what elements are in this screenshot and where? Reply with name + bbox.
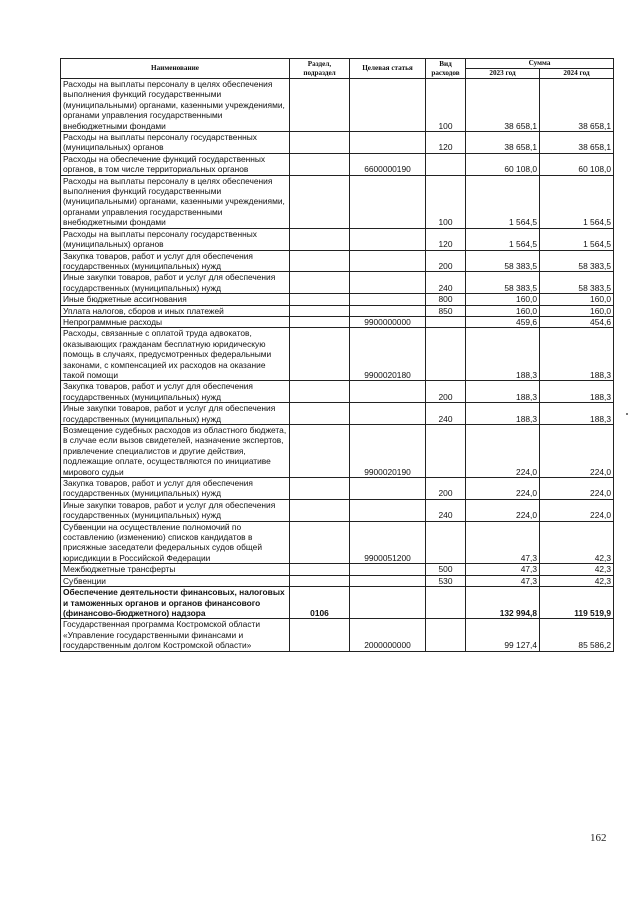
row-sum-2023: 188,3	[466, 381, 540, 403]
row-name: Расходы, связанные с оплатой труда адвокатов, оказывающих гражданам бесплатную юридическую помощь в случаях, предусмотренных федеральными законами, с компенсацией их расходов на оказание такой помощи	[61, 328, 290, 381]
row-section	[290, 305, 350, 316]
row-target: 2000000000	[350, 619, 426, 651]
row-type: 240	[426, 272, 466, 294]
row-sum-2023: 188,3	[466, 328, 540, 381]
table-row	[61, 425, 614, 478]
row-type: 120	[426, 132, 466, 154]
row-target	[350, 294, 426, 305]
row-type: 530	[426, 575, 466, 586]
table-body	[61, 79, 614, 652]
table-row	[61, 619, 614, 651]
row-section	[290, 381, 350, 403]
row-sum-2023: 1 564,5	[466, 175, 540, 228]
row-sum-2023: 38 658,1	[466, 79, 540, 132]
row-sum-2023: 47,3	[466, 564, 540, 575]
table-row	[61, 228, 614, 250]
table-row	[61, 564, 614, 575]
row-type: 500	[426, 564, 466, 575]
table-row	[61, 587, 614, 619]
row-type: 240	[426, 403, 466, 425]
row-type	[426, 587, 466, 619]
row-name: Обеспечение деятельности финансовых, налоговых и таможенных органов и органов финансового (финансово-бюджетного) надзора	[61, 587, 290, 619]
row-name: Иные закупки товаров, работ и услуг для обеспечения государственных (муниципальных) нужд	[61, 499, 290, 521]
row-sum-2024: 42,3	[540, 521, 614, 564]
row-target	[350, 403, 426, 425]
table-row	[61, 272, 614, 294]
row-target	[350, 132, 426, 154]
page-number: 162	[590, 832, 607, 844]
row-target: 9900020180	[350, 328, 426, 381]
row-name: Расходы на обеспечение функций государственных органов, в том числе территориальных органов	[61, 153, 290, 175]
table-header	[61, 59, 614, 79]
row-name: Уплата налогов, сборов и иных платежей	[61, 305, 290, 316]
row-type: 120	[426, 228, 466, 250]
row-sum-2024: 224,0	[540, 478, 614, 500]
col-header-type: Вид расходов	[426, 59, 466, 79]
row-sum-2024: 38 658,1	[540, 79, 614, 132]
table-row	[61, 175, 614, 228]
row-name: Закупка товаров, работ и услуг для обеспечения государственных (муниципальных) нужд	[61, 381, 290, 403]
row-sum-2024: 454,6	[540, 316, 614, 327]
row-sum-2023: 47,3	[466, 521, 540, 564]
row-name: Иные закупки товаров, работ и услуг для обеспечения государственных (муниципальных) нужд	[61, 272, 290, 294]
row-section	[290, 79, 350, 132]
row-target	[350, 228, 426, 250]
col-header-section: Раздел, подраздел	[290, 59, 350, 79]
row-type	[426, 316, 466, 327]
budget-table	[60, 58, 614, 652]
row-name: Межбюджетные трансферты	[61, 564, 290, 575]
row-name: Государственная программа Костромской области «Управление государственными финансами и государственным долгом Костромской области»	[61, 619, 290, 651]
row-name: Субвенции на осуществление полномочий по составлению (изменению) списков кандидатов в присяжные заседатели федеральных судов общей юрисдикции в Российской Федерации	[61, 521, 290, 564]
row-name: Иные бюджетные ассигнования	[61, 294, 290, 305]
row-target	[350, 272, 426, 294]
table-row	[61, 478, 614, 500]
row-section	[290, 132, 350, 154]
col-header-2024: 2024 год	[540, 69, 614, 79]
table-row	[61, 499, 614, 521]
row-type	[426, 521, 466, 564]
row-sum-2024: 119 519,9	[540, 587, 614, 619]
row-sum-2024: 224,0	[540, 499, 614, 521]
row-type: 200	[426, 381, 466, 403]
row-sum-2024: 85 586,2	[540, 619, 614, 651]
table-row	[61, 403, 614, 425]
row-target	[350, 79, 426, 132]
row-sum-2024: 60 108,0	[540, 153, 614, 175]
row-sum-2024: 160,0	[540, 294, 614, 305]
row-sum-2023: 459,6	[466, 316, 540, 327]
row-target: 6600000190	[350, 153, 426, 175]
row-target	[350, 305, 426, 316]
row-section: 0106	[290, 587, 350, 619]
row-section	[290, 619, 350, 651]
row-target	[350, 587, 426, 619]
row-target	[350, 175, 426, 228]
row-sum-2023: 1 564,5	[466, 228, 540, 250]
row-sum-2024: 1 564,5	[540, 228, 614, 250]
row-target	[350, 478, 426, 500]
scan-speck	[626, 413, 628, 415]
row-section	[290, 294, 350, 305]
col-header-name: Наименование	[61, 59, 290, 79]
row-section	[290, 425, 350, 478]
table-row	[61, 521, 614, 564]
table-row	[61, 575, 614, 586]
row-sum-2023: 58 383,5	[466, 272, 540, 294]
table-row	[61, 305, 614, 316]
row-sum-2023: 58 383,5	[466, 250, 540, 272]
row-section	[290, 316, 350, 327]
row-section	[290, 478, 350, 500]
table-row	[61, 132, 614, 154]
row-target: 9900051200	[350, 521, 426, 564]
row-sum-2023: 224,0	[466, 425, 540, 478]
row-section	[290, 250, 350, 272]
table-row	[61, 153, 614, 175]
row-type: 850	[426, 305, 466, 316]
row-sum-2023: 47,3	[466, 575, 540, 586]
row-sum-2023: 160,0	[466, 305, 540, 316]
row-section	[290, 499, 350, 521]
row-target	[350, 381, 426, 403]
row-name: Закупка товаров, работ и услуг для обеспечения государственных (муниципальных) нужд	[61, 250, 290, 272]
row-type	[426, 425, 466, 478]
row-type: 100	[426, 79, 466, 132]
row-target: 9900000000	[350, 316, 426, 327]
col-header-sum: Сумма	[466, 59, 614, 69]
row-type	[426, 619, 466, 651]
row-target	[350, 575, 426, 586]
row-name: Закупка товаров, работ и услуг для обеспечения государственных (муниципальных) нужд	[61, 478, 290, 500]
row-section	[290, 153, 350, 175]
row-name: Возмещение судебных расходов из областного бюджета, в случае если вызов свидетелей, назначение экспертов, привлечение специалистов и другие действия, подлежащие оплате, осуществляются по инициативе мирового судьи	[61, 425, 290, 478]
row-sum-2024: 224,0	[540, 425, 614, 478]
row-section	[290, 403, 350, 425]
row-type: 200	[426, 478, 466, 500]
row-name: Расходы на выплаты персоналу в целях обеспечения выполнения функций государственными (муниципальными) органами, казенными учреждениями, органами управления государственными внебюджетными фондами	[61, 79, 290, 132]
row-type	[426, 328, 466, 381]
col-header-target: Целевая статья	[350, 59, 426, 79]
row-sum-2024: 38 658,1	[540, 132, 614, 154]
row-name: Расходы на выплаты персоналу в целях обеспечения выполнения функций государственными (муниципальными) органами, казенными учреждениями, органами управления государственными внебюджетными фондами	[61, 175, 290, 228]
row-type: 800	[426, 294, 466, 305]
table-row	[61, 79, 614, 132]
row-section	[290, 564, 350, 575]
row-name: Непрограммные расходы	[61, 316, 290, 327]
table-row	[61, 250, 614, 272]
row-sum-2023: 160,0	[466, 294, 540, 305]
row-name: Иные закупки товаров, работ и услуг для обеспечения государственных (муниципальных) нужд	[61, 403, 290, 425]
col-header-2023: 2023 год	[466, 69, 540, 79]
row-sum-2023: 224,0	[466, 499, 540, 521]
row-type: 200	[426, 250, 466, 272]
row-section	[290, 575, 350, 586]
row-sum-2023: 132 994,8	[466, 587, 540, 619]
table-row	[61, 316, 614, 327]
row-sum-2023: 99 127,4	[466, 619, 540, 651]
row-target: 9900020190	[350, 425, 426, 478]
row-sum-2024: 42,3	[540, 564, 614, 575]
row-target	[350, 250, 426, 272]
row-name: Субвенции	[61, 575, 290, 586]
row-sum-2023: 38 658,1	[466, 132, 540, 154]
row-sum-2024: 188,3	[540, 328, 614, 381]
row-section	[290, 228, 350, 250]
row-sum-2023: 60 108,0	[466, 153, 540, 175]
row-sum-2024: 42,3	[540, 575, 614, 586]
row-sum-2023: 224,0	[466, 478, 540, 500]
row-sum-2024: 160,0	[540, 305, 614, 316]
row-sum-2024: 58 383,5	[540, 272, 614, 294]
table-row	[61, 328, 614, 381]
row-sum-2024: 1 564,5	[540, 175, 614, 228]
row-sum-2023: 188,3	[466, 403, 540, 425]
table-row	[61, 294, 614, 305]
row-target	[350, 564, 426, 575]
row-sum-2024: 188,3	[540, 403, 614, 425]
row-name: Расходы на выплаты персоналу государственных (муниципальных) органов	[61, 132, 290, 154]
row-section	[290, 328, 350, 381]
row-type: 240	[426, 499, 466, 521]
row-section	[290, 272, 350, 294]
row-target	[350, 499, 426, 521]
row-sum-2024: 58 383,5	[540, 250, 614, 272]
row-name: Расходы на выплаты персоналу государственных (муниципальных) органов	[61, 228, 290, 250]
row-section	[290, 521, 350, 564]
row-sum-2024: 188,3	[540, 381, 614, 403]
row-type	[426, 153, 466, 175]
table-row	[61, 381, 614, 403]
row-section	[290, 175, 350, 228]
row-type: 100	[426, 175, 466, 228]
